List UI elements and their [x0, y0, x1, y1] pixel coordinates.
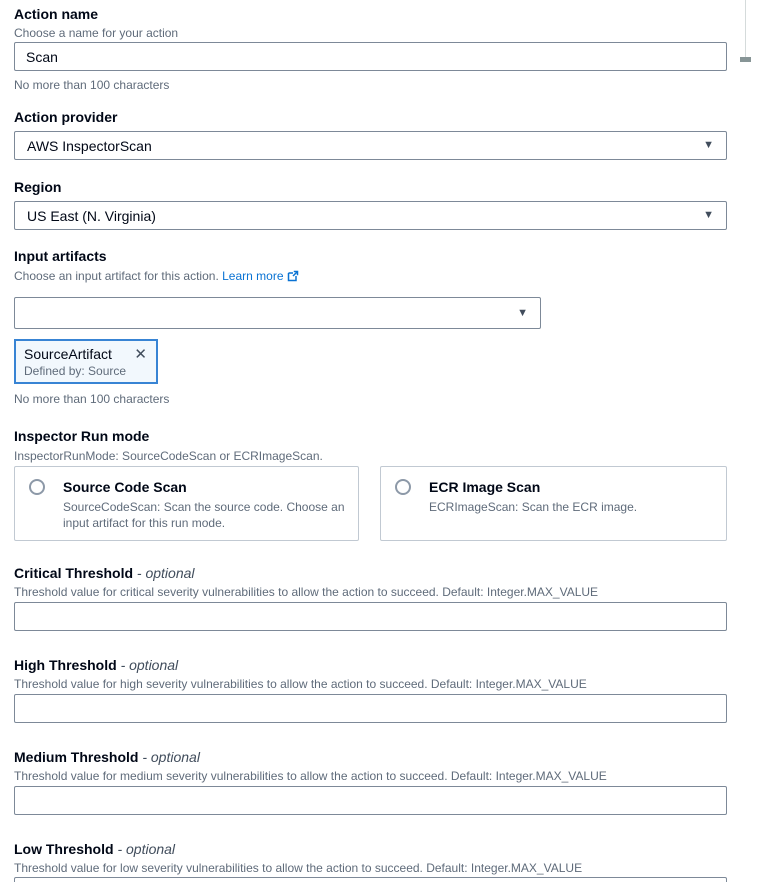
token-detail: Defined by: Source — [24, 364, 127, 378]
optional-suffix: - optional — [136, 565, 195, 581]
input-artifacts-hint: No more than 100 characters — [14, 392, 170, 406]
scrollbar-thumb[interactable] — [740, 57, 751, 62]
action-name-hint: No more than 100 characters — [14, 78, 170, 92]
run-mode-description: InspectorRunMode: SourceCodeScan or ECRImageScan. — [14, 449, 323, 463]
region-select[interactable] — [14, 201, 727, 230]
high-threshold-input[interactable] — [14, 694, 727, 723]
input-artifacts-description-text: Choose an input artifact for this action. — [14, 269, 219, 283]
critical-threshold-label-text: Critical Threshold — [14, 565, 134, 581]
action-provider-selected-value: AWS InspectorScan — [27, 137, 152, 154]
chevron-down-icon: ▼ — [703, 139, 714, 151]
high-threshold-label — [14, 656, 178, 674]
action-provider-select[interactable] — [14, 131, 727, 160]
critical-threshold-label — [14, 564, 195, 582]
run-mode-option-title: ECR Image Scan — [429, 479, 541, 495]
medium-threshold-label — [14, 748, 200, 766]
run-mode-option-ecr-image-scan[interactable] — [380, 466, 727, 541]
critical-threshold-input[interactable] — [14, 602, 727, 631]
action-name-label: Action name — [14, 6, 99, 22]
optional-suffix: - optional — [142, 749, 200, 765]
input-artifacts-label: Input artifacts — [14, 248, 107, 264]
run-mode-option-description: SourceCodeScan: Scan the source code. Choose an input artifact for this run mode. — [63, 500, 345, 530]
low-threshold-input[interactable] — [14, 877, 727, 882]
run-mode-option-title: Source Code Scan — [63, 479, 187, 495]
low-threshold-label — [14, 840, 175, 858]
input-artifact-select[interactable] — [14, 297, 541, 329]
token-close-icon[interactable]: ✕ — [134, 345, 147, 363]
learn-more-link-text: Learn more — [222, 269, 284, 283]
action-name-description: Choose a name for your action — [14, 26, 179, 40]
external-link-icon — [287, 271, 299, 285]
run-mode-label: Inspector Run mode — [14, 428, 150, 444]
chevron-down-icon: ▼ — [703, 209, 714, 221]
radio-button-icon[interactable] — [29, 479, 45, 495]
region-selected-value: US East (N. Virginia) — [27, 207, 156, 224]
action-name-input[interactable] — [14, 42, 727, 71]
chevron-down-icon: ▼ — [517, 306, 528, 319]
input-artifacts-description — [14, 268, 299, 286]
high-threshold-label-text: High Threshold — [14, 657, 117, 673]
critical-threshold-description: Threshold value for critical severity vulnerabilities to allow the action to succeed. Default: Integer.MAX_VALUE — [14, 585, 599, 599]
action-provider-label: Action provider — [14, 109, 118, 125]
input-artifact-token — [14, 339, 158, 384]
scrollbar-track — [745, 0, 746, 57]
high-threshold-description: Threshold value for high severity vulnerabilities to allow the action to succeed. Default: Integer.MAX_VALUE — [14, 677, 587, 691]
medium-threshold-description: Threshold value for medium severity vulnerabilities to allow the action to succeed. Default: Integer.MAX_VALUE — [14, 769, 607, 783]
low-threshold-label-text: Low Threshold — [14, 841, 114, 857]
run-mode-option-source-code-scan[interactable] — [14, 466, 359, 541]
medium-threshold-label-text: Medium Threshold — [14, 749, 139, 765]
learn-more-link[interactable] — [222, 269, 298, 283]
optional-suffix: - optional — [117, 841, 176, 857]
medium-threshold-input[interactable] — [14, 786, 727, 815]
optional-suffix: - optional — [120, 657, 179, 673]
token-name: SourceArtifact — [24, 346, 112, 362]
run-mode-option-description: ECRImageScan: Scan the ECR image. — [429, 500, 638, 514]
region-label: Region — [14, 179, 62, 195]
radio-button-icon[interactable] — [395, 479, 411, 495]
low-threshold-description: Threshold value for low severity vulnerabilities to allow the action to succeed. Default: Integer.MAX_VALUE — [14, 861, 583, 875]
